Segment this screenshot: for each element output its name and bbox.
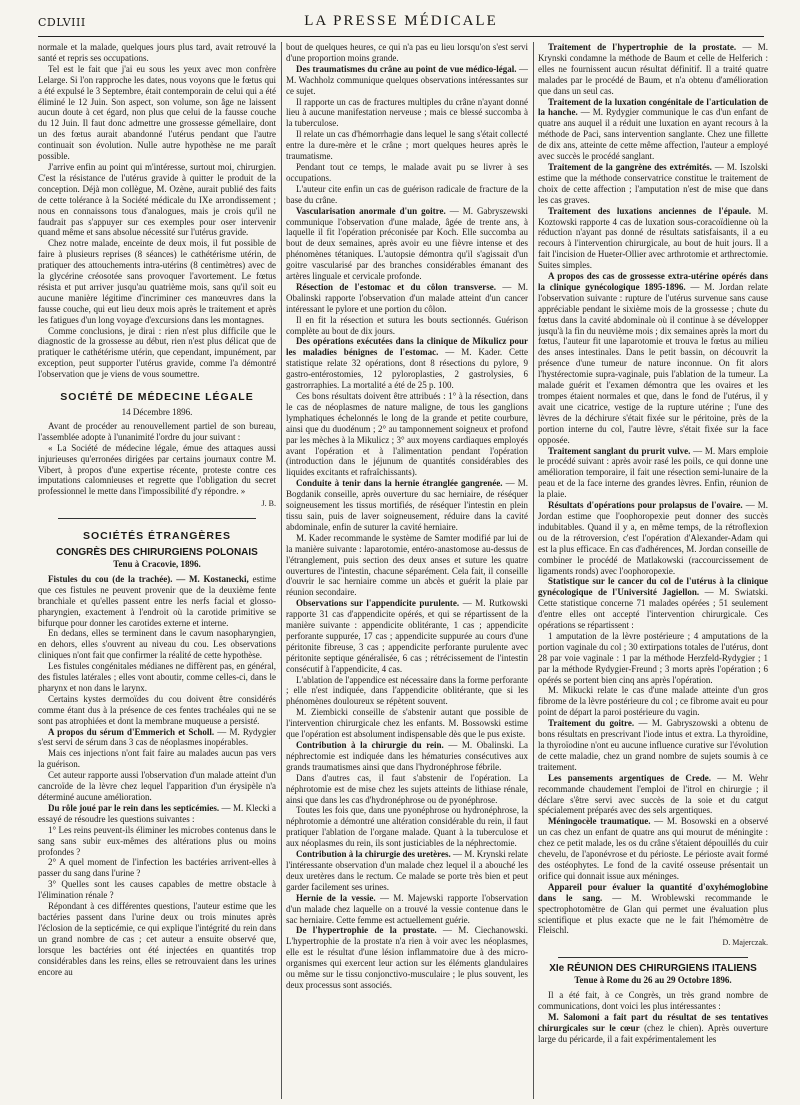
paragraph: De l'hypertrophie de la prostate. — M. Ciechanowski. L'hypertrophie de la prostate n'a rien à voir avec les néoplasmes, elle est le résultat d'une lésion inflammatoire due à des micro-organismes qui exercent leur action sur les éléments glandulaires ou même sur le tissu conjonctivo-musculaire ; le plus souvent, les deux processus sont associés. — [286, 925, 528, 990]
paragraph: 1 amputation de la lèvre postérieure ; 4 amputations de la portion vaginale du col ; 30 extirpations totales de l'utérus, dont 28 par voie vaginale : 1 par la méthode Herzfeld-Rydygier ; 1 par la méthode Rydygier-Freund ; 3 morts après l'opération ; 6 opérés se portent bien cinq ans après l'opération. — [538, 630, 768, 685]
article-title: Vascularisation anormale d'un goitre. — [296, 205, 446, 216]
paragraph: Observations sur l'appendicite purulente. — M. Rutkowski rapporte 31 cas d'appendicite opérés, et qui se répartissent de la manière suivante : appendicite oblitérante, 1 cas ; appendicite perforante suppurée, 17 cas ; appendicite suppurée au cours d'une péritonite fibreuse, 3 cas ; appendicite perforante purulente avec péritonite septique généralisée, 6 cas ; rétrécissement de l'intestin consécutif à l'appendicite, 4 cas. — [286, 598, 528, 674]
paragraph: M. Ziembicki conseille de s'abstenir autant que possible de l'intervention chirurgicale chez les enfants. M. Bossowski estime que l'opération est absolument indispensable dès que le pus existe. — [286, 707, 528, 740]
page-header — [38, 10, 764, 37]
paragraph: Vascularisation anormale d'un goitre. — M. Gabryszewski communique l'observation d'une malade, âgée de trente ans, à laquelle il fit l'opération préconisée par Koch. Elle succomba au bout de deux semaines, après avoir eu une fièvre intense et des phénomènes tétaniques. L'autopsie démontra qu'il s'agissait d'un goitre vascularisé par des branches considérables émanant des artères linguale et cervicale profonde. — [286, 205, 528, 282]
article-title: Du rôle joué par le rein dans les septicémies. — [48, 802, 220, 813]
paragraph: Certains kystes dermoïdes du cou doivent être considérés comme étant dus à la présence de ces fentes trachéales qui ne se sont pas atrophiées et dont la membrane muqueuse a persisté. — [38, 693, 276, 726]
article-title: Résultats d'opérations pour prolapsus de l'ovaire. — [548, 500, 743, 511]
article-title: M. Salomoni a fait part du résultat de ses tentatives chirurgicales sur le cœur — [538, 1011, 768, 1033]
paragraph: Traitement de la gangrène des extrémités. — M. Iszolski estime que la méthode conservatrice constitue le traitement de choix de cette affection ; l'amputation n'est de mise que dans les cas graves. — [538, 161, 768, 205]
paragraph: Des traumatismes du crâne au point de vue médico-légal. — M. Wachholz communique quelques observations intéressantes sur ce sujet. — [286, 63, 528, 96]
signature: J. B. — [261, 499, 276, 509]
paragraph: M. Mikucki relate le cas d'une malade atteinte d'un gros fibrome de la lèvre postérieure du col ; ce fibrome avait eu pour point de départ la paroi postérieure du vagin. — [538, 685, 768, 718]
paragraph: Traitement de l'hypertrophie de la prostate. — M. Krynski condamne la méthode de Baum et celle de Helferich : elles ne fournissent aucun résultat définitif. Il a traité quatre malades par le procédé de Baum, et n'a obtenu d'amélioration que dans un seul cas. — [538, 42, 768, 96]
paragraph: Résultats d'opérations pour prolapsus de l'ovaire. — M. Jordan estime que l'oophoropexie peut donner des succès indubitables. Quand il y a, en même temps, de la rétroflexion ou de la rétroversion, c'est l'opération d'Alexander-Adam qui est la plus efficace. En cas d'adhérences, M. Jordan conseille de combiner le procédé de Matlakowski (raccourcissement de ligaments ronds) avec l'oophoropexie. — [538, 500, 768, 576]
paragraph: Fistules du cou (de la trachée). — M. Kostanecki, estime que ces fistules ne peuvent provenir que de la deuxième fente branchiale et qu'elles passent entre les nerfs facial et glosso-pharyngien, exactement à l'endroit où la carotide primitive se bifurque pour donner les carotides externe et interne. — [38, 573, 276, 628]
paragraph: bout de quelques heures, ce qui n'a pas eu lieu lorsqu'on s'est servi d'une proportion moins grande. — [286, 42, 528, 63]
paragraph: Les fistules congénitales médianes ne diffèrent pas, en général, des fistules latérales ; elles vont aboutir, comme celles-ci, dans le pharynx et non dans le larynx. — [38, 661, 276, 693]
paragraph: normale et la malade, quelques jours plus tard, avait retrouvé la santé et repris ses occupations. — [38, 42, 276, 63]
congress-title: CONGRÈS DES CHIRURGIENS POLONAIS — [56, 547, 258, 559]
paragraph: Méningocèle traumatique. — M. Bosowski en a observé un cas chez un enfant de quatre ans qui mourut de méningite : chez ce petit malade, les os du crâne s'étaient dépouillés du cuir chevelu, de l'aponévrose et du périoste. Le périoste avait formé des ostéophytes. Le fond de la cavité osseuse présentait un orifice qui donnait issue aux méninges. — [538, 816, 768, 881]
paragraph: M. Salomoni a fait part du résultat de ses tentatives chirurgicales sur le cœur (chez le chien). Après ouverture large du péricarde, il a fait expérimentalement les — [538, 1011, 768, 1044]
congress-title: XIe RÉUNION DES CHIRURGIENS ITALIENS — [549, 963, 757, 975]
paragraph: Traitement du goitre. — M. Gabryszowski a obtenu de bons résultats en prescrivant l'iode intus et extra. La thyroïdine, la thyroïodine n'ont eu aucune influence curative sur l'évolution de cette maladie, chez un grand nombre de sujets soumis à ce traitement. — [538, 718, 768, 772]
signature: D. Majerczak. — [722, 938, 768, 948]
paragraph: Dans d'autres cas, il faut s'abstenir de l'opération. La néphrotomie est de mise chez les sujets atteints de lithiase rénale, ainsi que dans les cas d'hydronéphrose ou de pyonéphrose. — [286, 772, 528, 805]
paragraph: En dedans, elles se terminent dans le cavum nasopharyngien, en dehors, elles s'ouvrent au niveau du cou. Les observations cliniques n'ont fait que confirmer la réalité de cette hypothèse. — [38, 628, 276, 661]
paragraph: Les pansements argentiques de Crede. — M. Wehr recommande chaudement l'emploi de l'itrol en chirurgie ; il déclare s'être servi avec succès de la soie et du catgut spécialement préparés avec des sels argentiques. — [538, 772, 768, 816]
paragraph: A propos des cas de grossesse extra-utérine opérés dans la clinique gynécologique 1895-1896. — M. Jordan relate l'observation suivante : rupture de l'utérus survenue sans cause appréciable pendant le sixième mois de la grossesse ; chute du fœtus dans la cavité abdominale où il continue à se développer jusqu'à la fin du neuvième mois ; dix semaines après la mort du fœtus, l'auteur fit une laparotomie et trouva le fœtus au milieu des anses intestinales. Dans le petit bassin, on découvrit la présence d'une tumeur de nature inconnue. On fit alors l'hystérectomie supra-vaginale, puis l'ablation de la tumeur. La malade guérit et l'examen démontra que les ovaires et les trompes étaient normales et que, dans le fond de l'utérus, il y avait une cicatrice, vestige de la rupture utérine ; l'une des lèvres de la déchirure s'était fixée sur le péritoine, près de la portion interne du col, l'autre lèvre, s'était fixée sur la face opposée. — [538, 271, 768, 445]
article-title: Contribution à la chirurgie des uretères. — [296, 849, 451, 860]
paragraph: Répondant à ces différentes questions, l'auteur estime que les bactéries passent dans l'urine deux ou trois minutes après l'éclosion de la septicémie, ce qui explique l'intégrité du rein dans un grand nombre de cas ; cet auteur a ensuite observé que, lorsque les bactéries ont été injectées en quantités trop considérables dans les reins, elles se retrouvaient dans les urines encore au — [38, 901, 276, 977]
paragraph: Statistique sur le cancer du col de l'utérus à la clinique gynécologique de l'Université Jagiellon. — M. Swiatski. Cette statistique concerne 71 malades opérées ; 51 seulement d'entre elles ont accepté l'intervention chirurgicale. Ces opérations se répartissent : — [538, 576, 768, 631]
separator — [58, 518, 256, 519]
resolution-quote: « La Société de médecine légale, émue des attaques aussi injurieuses qu'erronées dirigées par certains journaux contre M. Vibert, à propos d'une expertise récente, proteste contre ces imputations calomnieuses et regrette que l'obligation du secret professionnel le mette dans l'impossibilité d'y répondre. » — [38, 442, 276, 497]
paragraph: Contribution à la chirurgie du rein. — M. Obalinski. La néphrectomie est indiquée dans les hématuries consécutives aux grands traumatismes ainsi que dans l'hydronéphrose fébrile. — [286, 740, 528, 772]
column-2 — [286, 42, 528, 1097]
paragraph: Avant de procéder au renouvellement partiel de son bureau, l'assemblée adopte à l'unanimité l'ordre du jour suivant : — [38, 420, 276, 442]
congress-location: Tenu à Cracovie, 1896. — [113, 558, 201, 569]
article-title: Fistules du cou (de la trachée). — M. Kostanecki, — [48, 573, 249, 584]
article-title: A propos des cas de grossesse extra-utérine opérés dans la clinique gynécologique 1895-1896. — [538, 271, 768, 292]
article-title: Traitement des luxations anciennes de l'épaule. — [548, 205, 751, 216]
column-3 — [538, 42, 768, 1097]
article-title: Traitement du goitre. — [548, 718, 635, 729]
paragraph: Tel est le fait que j'ai eu sous les yeux avec mon confrère Lelarge. Si l'on rapproche les dates, nous voyons que le fœtus qui a été expulsé le 3 Septembre, était contemporain de celui qui a été éliminé le 12 Juin. Son aspect, son volume, son âge ne laissent aucun doute à cet égard, non plus que celui de la fausse couche du 12 Juin. Il faut donc admettre une grossesse gémellaire, dont un des fœtus aurait abandonné l'utérus pendant que l'autre continuait son évolution. Nulle autre hypothèse ne me paraît possible. — [38, 63, 276, 162]
paragraph: Pendant tout ce temps, le malade avait pu se livrer à ses occupations. — [286, 161, 528, 183]
article-title: Statistique sur le cancer du col de l'utérus à la clinique gynécologique de l'Université Jagiellon. — [538, 576, 768, 598]
article-title: Appareil pour évaluer la quantité d'oxyhémoglobine dans le sang. — [538, 881, 768, 903]
paragraph: 3° Quelles sont les causes capables de mettre obstacle à l'élimination rénale ? — [38, 879, 276, 901]
column-1 — [38, 42, 276, 1097]
paragraph: Résection de l'estomac et du côlon transverse. — M. Obalinski rapporte l'observation d'un malade atteint d'un cancer intéressant le pylore et une portion du côlon. — [286, 281, 528, 314]
paragraph: Mais ces injections n'ont fait faire au malades aucun pas vers la guérison. — [38, 748, 276, 770]
paragraph: Traitement de la luxation congénitale de l'articulation de la hanche. — M. Rydygier communique le cas d'un enfant de quatre ans auquel il a réduit une luxation en ayant recours à la méthode de Paci, sans intervention sanglante. Chez une fillette de dix ans, atteinte de cette même affection, l'auteur a employé avec succès le procédé sanglant. — [538, 96, 768, 162]
article-title: Des opérations exécutées dans la clinique de Mikulicz pour les maladies bénignes de l'estomac. — [286, 336, 528, 358]
paragraph: 2° A quel moment de l'infection les bactéries arrivent-elles à passer du sang dans l'urine ? — [38, 857, 276, 879]
paragraph: M. Kader recommande le système de Samter modifié par lui de la manière suivante : laparotomie, entéro-anastomose au-dessus de l'étranglement, puis section des deux anses et suture les quatre ouvertures de l'intestin, chacune séparément. Cela fait, il conseille d'ouvrir le sac herniaire comme un abcès et guérit la plaie par réunion secondaire. — [286, 532, 528, 598]
congress-location: Tenue à Rome du 26 au 29 Octobre 1896. — [574, 975, 732, 986]
article-title: Conduite à tenir dans la hernie étranglée gangrenée. — [296, 478, 503, 489]
article-title: Contribution à la chirurgie du rein. — [296, 740, 444, 750]
paragraph: L'ablation de l'appendice est nécessaire dans la forme perforante ; elle n'est indiquée, dans l'appendicite oblitérante, que si les phénomènes douloureux se répètent souvent. — [286, 674, 528, 707]
article-title: Traitement de la luxation congénitale de l'articulation de la hanche. — [538, 96, 768, 118]
paragraph: J'arrive enfin au point qui m'intéresse, surtout moi, chirurgien. C'est la résistance de l'utérus gravide à quitter le produit de la conception. Déjà mon collègue, M. Ozène, aurait publié des faits de cette tolérance à la Société médicale du IXe arrondissement ; nous en connaissons tous d'analogues, mais je crois qu'il ne faudrait pas s'appuyer sur ces exemples pour oser intervenir quand même et sans absolue nécessité sur l'utérus gravide. — [38, 161, 276, 238]
paragraph: Cet auteur rapporte aussi l'observation d'un malade atteint d'un cancroïde de la lèvre chez lequel l'apparition d'un érysipèle n'a déterminé aucune amélioration. — [38, 770, 276, 802]
paragraph: Traitement des luxations anciennes de l'épaule. M. Koztowski rapporte 4 cas de luxation sous-coracoïdienne où la réduction n'ayant pas donné de résultats satisfaisants, il a eu recours à l'intervention chirurgicale, au bout de huit jours. Il a fait l'incision de Hueter-Ollier avec arthrotomie et arthrectomie. Suites simples. — [538, 205, 768, 271]
column-rule-left — [281, 42, 282, 1099]
paragraph: Il a été fait, à ce Congrès, un très grand nombre de communications, dont voici les plus intéressantes : — [538, 990, 768, 1011]
article-title: Hernie de la vessie. — [296, 892, 376, 903]
article-title: A propos du sérum d'Emmerich et Scholl. — [48, 726, 215, 737]
article-title: Observations sur l'appendicite purulente. — [296, 598, 460, 609]
paragraph: Appareil pour évaluer la quantité d'oxyhémoglobine dans le sang. — M. Wroblewski recommande le spectrophotomètre de Glan qui permet une évaluation plus scientifique et plus exacte que ne le fait l'hémomètre de Fleischl. — [538, 881, 768, 936]
paragraph: Du rôle joué par le rein dans les septicémies. — M. Klecki a essayé de résoudre les questions suivantes : — [38, 802, 276, 824]
paragraph: Il rapporte un cas de fractures multiples du crâne n'ayant donné lieu à aucune manifestation nerveuse ; mais ce blessé succomba à la tuberculose. — [286, 96, 528, 129]
separator — [558, 957, 748, 958]
paragraph: Il relate un cas d'hémorrhagie dans lequel le sang s'était collecté entre la dure-mère et le crâne ; mort quelques heures après le traumatisme. — [286, 129, 528, 162]
article-title: Traitement de l'hypertrophie de la prostate. — [548, 42, 737, 52]
paragraph: Conduite à tenir dans la hernie étranglée gangrenée. — M. Bogdanik conseille, après ouverture du sac herniaire, de réséquer soigneusement les tissus mortifiés, de réséquer l'intestin en plein tissu sain, puis de laver soigneusement, réduire dans la cavité abdominale, enfin de suturer la cavité herniaire. — [286, 478, 528, 532]
section-heading-medecine-legale: SOCIÉTÉ DE MÉDECINE LÉGALE — [60, 391, 254, 404]
paragraph: Contribution à la chirurgie des uretères. — M. Krynski relate l'intéressante observation d'un malade chez lequel il a abouché les deux uretères dans le rectum. Ce malade se porte très bien et peut garder facilement ses urines. — [286, 849, 528, 892]
article-title: Les pansements argentiques de Crede. — [548, 772, 711, 783]
session-date: 14 Décembre 1896. — [121, 407, 193, 417]
paragraph: Il en fit la résection et sutura les bouts sectionnés. Guérison complète au bout de dix jours. — [286, 314, 528, 336]
paragraph: Ces bons résultats doivent être attribués : 1° à la résection, dans le cas de néoplasmes de nature maligne, de tous les ganglions lymphatiques échelonnés le long de la grande et petite courbure, ainsi que du duodénum ; 2° au tamponnement soigneux et profond par les mèches à la Mikulicz ; 3° aux moyens cardiaques employés avant l'opération et à l'alimentation pendant l'opération (introduction dans le jéjunum de quantités considérables des liquides excitants et rafraîchissants). — [286, 391, 528, 478]
paragraph: Hernie de la vessie. — M. Majewski rapporte l'observation d'un malade chez laquelle on a trouvé la vessie contenue dans le sac herniaire. Cette femme est actuellement guérie. — [286, 892, 528, 925]
section-heading-societes-etrangeres: SOCIÉTÉS ÉTRANGÈRES — [83, 530, 231, 543]
article-title: Traitement sanglant du prurit vulve. — [548, 445, 691, 456]
article-title: Traitement de la gangrène des extrémités. — [548, 161, 712, 172]
article-title: Des traumatismes du crâne au point de vue médico-légal. — [296, 63, 517, 74]
page-number: CDLVIII — [38, 16, 86, 29]
paragraph: 1° Les reins peuvent-ils éliminer les microbes contenus dans le sang sans subir eux-mêmes des altérations plus ou moins profondes ? — [38, 824, 276, 857]
paragraph: Comme conclusions, je dirai : rien n'est plus difficile que le diagnostic de la grossesse au début, rien n'est plus délicat que de pratiquer le cathétérisme utérin, que cependant, impunément, par exception, peut supporter l'utérus gravide, comme l'a démontré l'observation que je viens de vous soumettre. — [38, 325, 276, 380]
article-title: Résection de l'estomac et du côlon transverse. — [296, 281, 496, 292]
column-rule-right — [533, 42, 534, 1099]
paragraph: Des opérations exécutées dans la clinique de Mikulicz pour les maladies bénignes de l'estomac. — M. Kader. Cette statistique relate 32 opérations, dont 8 résections du pylore, 9 gastro-entérostomies, 12 pyloroplasties, 2 gastrolysies, 6 gastrorraphies. La mortalité a été de 25 p. 100. — [286, 336, 528, 391]
article-title: Méningocèle traumatique. — [548, 816, 651, 827]
paragraph: L'auteur cite enfin un cas de guérison radicale de fracture de la base du crâne. — [286, 183, 528, 205]
paragraph: A propos du sérum d'Emmerich et Scholl. — M. Rydygier s'est servi de sérum dans 3 cas de néoplasmes inopérables. — [38, 726, 276, 748]
paragraph: Toutes les fois que, dans une pyonéphrose ou hydronéphrose, la néphrotomie a démontré une altération considérable du rein, il faut pratiquer l'ablation de l'organe malade. Quant à la tuberculose et aux néoplasmes du rein, ils sont justiciables de la néphrectomie. — [286, 805, 528, 849]
paragraph: Traitement sanglant du prurit vulve. — M. Mars emploie le procédé suivant : après avoir rasé les poils, ce qui donne une amélioration temporaire, il fait une résection semi-lunaire de la peau et de la face interne des grandes lèvres. Enfin, réunion de la plaie. — [538, 445, 768, 500]
article-title: De l'hypertrophie de la prostate. — [296, 925, 437, 936]
journal-title: LA PRESSE MÉDICALE — [304, 13, 498, 29]
paragraph: Chez notre malade, enceinte de deux mois, il fut possible de faire à plusieurs reprises (8 séances) le cathétérisme utérin, de pratiquer des attouchements intra-utérins (8 centimètres) avec de la glycérine créosotée sans provoquer l'avortement. Le fœtus résista et put arriver jusqu'au quatrième mois, sans qu'il soit eu aucune manière légitime d'incriminer ces manœuvres dans la fausse couche, qui eut lieu deux mois après le traitement et après les fatigues d'un long voyage d'excursions dans les montagnes. — [38, 238, 276, 325]
